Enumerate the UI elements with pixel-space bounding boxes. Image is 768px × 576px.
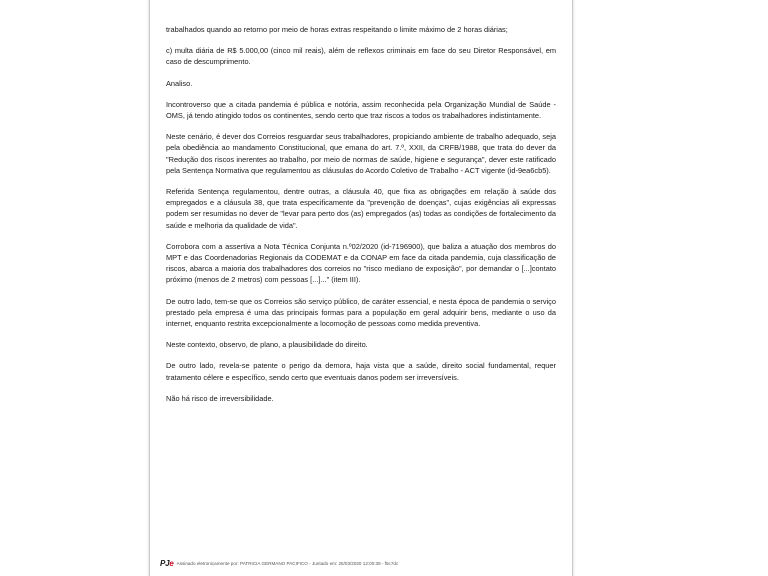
pje-logo-prefix: PJ <box>160 559 170 568</box>
pje-logo-suffix: e <box>169 559 174 568</box>
document-body <box>166 24 556 414</box>
signature-footer <box>160 559 560 568</box>
pje-logo <box>160 559 174 568</box>
paragraph-6: Referida Sentença regulamentou, dentre outras, a cláusula 40, que fixa as obrigações em relação à saúde dos empregados e a cláusula 38, que trata especificamente da "prevenção de doenças", cujas exigências ali expressas podem ser resumidas no dever de "levar para perto dos (as) empregados (as) todas as condições de fortalecimento da saúde e melhoria da qualidade de vida". <box>166 187 556 230</box>
paragraph-10: De outro lado, revela-se patente o perigo da demora, haja vista que a saúde, direito social fundamental, requer tratamento célere e específico, sendo certo que eventuais danos podem ser irreversíveis. <box>166 361 556 382</box>
paragraph-1: trabalhados quando ao retorno por meio de horas extras respeitando o limite máximo de 2 horas diárias; <box>166 25 508 34</box>
signature-text: Assinado eletronicamente por: PATRICIA GERMANO PACIFICO - Juntado em: 25/03/2020 12:00:38 - f5c7dc <box>176 561 399 566</box>
paragraph-11: Não há risco de irreversibilidade. <box>166 393 274 403</box>
paragraph-3: Analiso. <box>166 78 193 88</box>
paragraph-8: De outro lado, tem-se que os Correios são serviço público, de caráter essencial, e nesta época de pandemia o serviço prestado pela empresa é uma das principais formas para a população em geral adquirir bens, mediante o uso da internet, enquanto restrita excepcionalmente a locomoção de pessoas como medida preventiva. <box>166 296 556 329</box>
paragraph-5: Neste cenário, é dever dos Correios resguardar seus trabalhadores, propiciando ambiente de trabalho adequado, seja pela obediência ao mandamento Constitucional, que emana do art. 7.º, XXII, da CRFB/1988, que trata do dever da "Redução dos riscos inerentes ao trabalho, por meio de normas de saúde, higiene e segurança", dever este ratificado pela Sentença Normativa que regulamentou as cláusulas do Acordo Coletivo de Trabalho - ACT vigente (id-9ea6cb5). <box>166 132 556 175</box>
paragraph-2: c) multa diária de R$ 5.000,00 (cinco mil reais), além de reflexos criminais em face do seu Diretor Responsável, em caso de descumprimento. <box>166 46 556 67</box>
paragraph-9: Neste contexto, observo, de plano, a plausibilidade do direito. <box>166 340 368 350</box>
paragraph-4: Incontroverso que a citada pandemia é pública e notória, assim reconhecida pela Organização Mundial de Saúde - OMS, já tendo atingido todos os continentes, sendo certo que traz riscos a todos os trabalhadores indistintamente. <box>166 99 556 121</box>
document-page <box>149 0 573 576</box>
paragraph-7: Corrobora com a assertiva a Nota Técnica Conjunta n.º02/2020 (id-7196900), que baliza a atuação dos membros do MPT e das Coordenadorias Regionais da CODEMAT e da CONAP em face da citada pandemia, cuja classificação de riscos, abarca a maioria dos trabalhadores dos correios no "risco mediano de exposição", por demandar o [...]contato próximo (menos de 2 metros) com pessoas [...]..." (item III). <box>166 241 556 285</box>
